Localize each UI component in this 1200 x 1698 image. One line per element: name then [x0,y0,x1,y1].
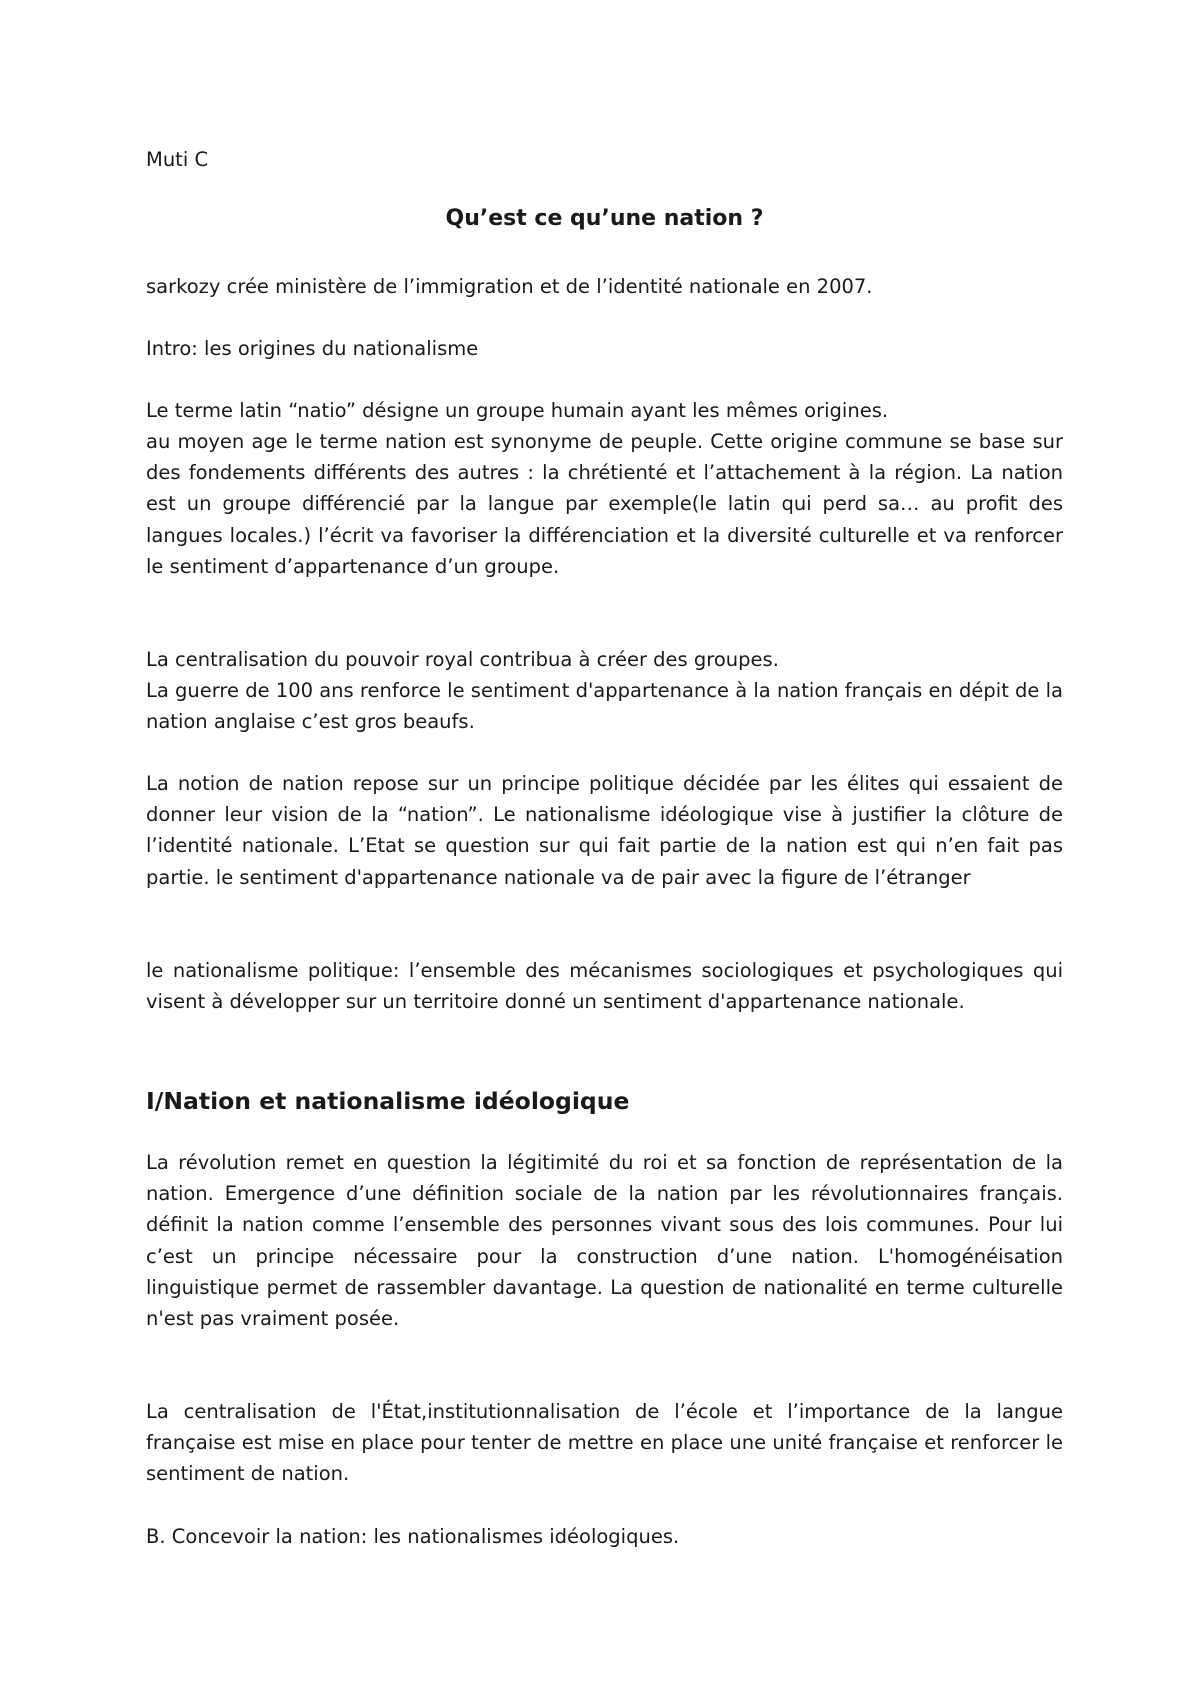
paragraph-notion-nation: La notion de nation repose sur un principe politique décidée par les élites qui essaient de donner leur vision de la “nation”. Le nationalisme idéologique vise à justifier la clôture de l’identité nationale. L’Etat se question sur qui fait partie de la nation est qui n’en fait pas partie. le sentiment d'appartenance nationale va de pair avec la figure de l’étranger [146,772,1063,889]
document-title: Qu’est ce qu’une nation ? [445,206,764,231]
subsection-b: B. Concevoir la nation: les nationalismes idéologiques. [146,1525,680,1548]
paragraph-moyen-age: au moyen age le terme nation est synonyme de peuple. Cette origine commune se base sur des fondements différents des autres : la chrétienté et l’attachement à la région. La nation est un groupe différencié par la langue par exemple(le latin qui perd sa… au profit des langues locales.) l’écrit va favoriser la différenciation et la diversité culturelle et va renforcer le sentiment d’appartenance d’un groupe. [146,430,1063,578]
paragraph-nationalisme-politique: le nationalisme politique: l’ensemble des mécanismes sociologiques et psychologiques qui visent à développer sur un territoire donné un sentiment d'appartenance nationale. [146,959,1063,1014]
paragraph-guerre-100-ans: La guerre de 100 ans renforce le sentiment d'appartenance à la nation français en dépit de la nation anglaise c’est gros beaufs. [146,679,1063,734]
paragraph-intro: Intro: les origines du nationalisme [146,337,479,360]
section-heading: I/Nation et nationalisme idéologique [146,1087,630,1115]
paragraph-revolution: La révolution remet en question la légitimité du roi et sa fonction de représentation de la nation. Emergence d’une définition sociale de la nation par les révolutionnaires français. définit la nation comme l’ensemble des personnes vivant sous des lois communes. Pour lui c’est un principe nécessaire pour la construction d’une nation. L'homogénéisation linguistique permet de rassembler davantage. La question de nationalité en terme culturelle n'est pas vraiment posée. [146,1151,1063,1331]
paragraph-sarkozy: sarkozy crée ministère de l’immigration et de l’identité nationale en 2007. [146,275,873,298]
paragraph-natio-first-line: Le terme latin “natio” désigne un groupe humain ayant les mêmes origines. [146,399,889,422]
author-name: Muti C [146,148,209,171]
paragraph-centralisation-first-line: La centralisation du pouvoir royal contribua à créer des groupes. [146,648,779,671]
paragraph-centralisation-etat: La centralisation de l'État,institutionnalisation de l’école et l’importance de la langue française est mise en place pour tenter de mettre en place une unité française et renforcer le sentiment de nation. [146,1400,1063,1486]
